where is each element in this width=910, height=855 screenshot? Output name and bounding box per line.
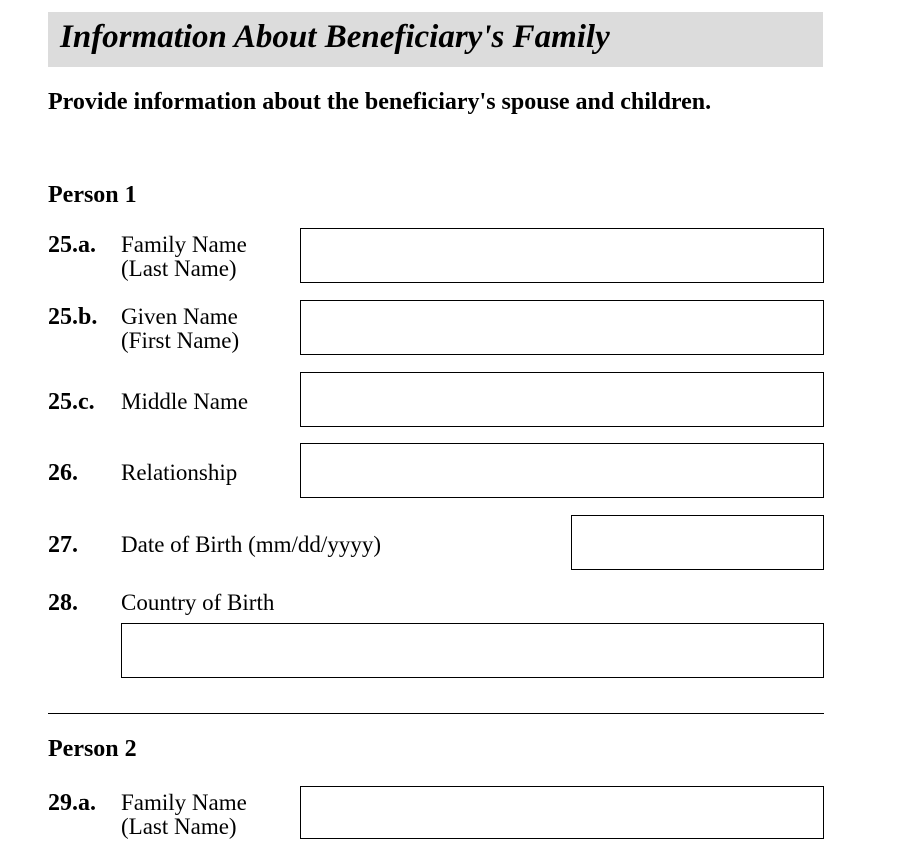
family-name-field-person-1[interactable] <box>300 228 824 283</box>
question-25a-number: 25.a. <box>48 232 96 258</box>
question-25b-label-line2: (First Name) <box>121 328 240 353</box>
relationship-field-person-1[interactable] <box>300 443 824 498</box>
question-29a-label-line1: Family Name <box>121 790 247 815</box>
given-name-field-person-1[interactable] <box>300 300 824 355</box>
family-name-field-person-2[interactable] <box>300 786 824 839</box>
question-29a-label-line2: (Last Name) <box>121 814 237 839</box>
person-1-heading: Person 1 <box>48 182 137 208</box>
question-25b-number: 25.b. <box>48 304 98 330</box>
question-28-number: 28. <box>48 590 78 616</box>
question-26-label: Relationship <box>121 460 238 485</box>
person-2-heading: Person 2 <box>48 736 137 762</box>
section-divider <box>48 713 824 714</box>
question-25c-label: Middle Name <box>121 389 249 414</box>
question-27-number: 27. <box>48 532 78 558</box>
middle-name-field-person-1[interactable] <box>300 372 824 427</box>
question-25b-label-line1: Given Name <box>121 304 238 329</box>
question-29a-number: 29.a. <box>48 790 96 816</box>
question-25c-number: 25.c. <box>48 389 95 415</box>
question-25a-label-line1: Family Name <box>121 232 247 257</box>
question-28-label: Country of Birth <box>121 590 275 615</box>
question-26-number: 26. <box>48 460 78 486</box>
section-header <box>48 12 823 67</box>
question-27-label: Date of Birth (mm/dd/yyyy) <box>121 532 381 557</box>
question-25a-label-line2: (Last Name) <box>121 256 237 281</box>
section-title: Information About Beneficiary's Family <box>60 19 610 55</box>
date-of-birth-field-person-1[interactable] <box>571 515 824 570</box>
section-instructions: Provide information about the beneficiary's spouse and children. <box>48 89 712 115</box>
country-of-birth-field-person-1[interactable] <box>121 623 824 678</box>
